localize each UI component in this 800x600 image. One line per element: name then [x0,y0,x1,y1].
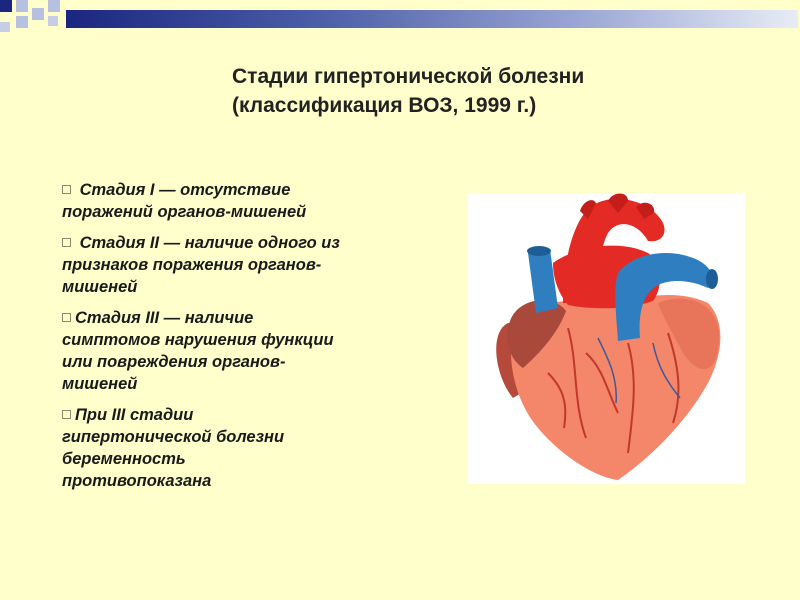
stage-item-4 [62,404,447,492]
bullet-square-icon [62,313,71,322]
stage-2-line-3: мишеней [62,278,138,296]
stage-4-line-2: гипертонической болезни [62,428,285,446]
stage-item-3 [62,307,447,395]
stage-1-line-2: поражений органов-мишеней [62,203,307,221]
stage-4-line-1: При III стадии [75,406,194,424]
stage-3-line-3: или повреждения органов- [62,353,286,371]
bullet-square-icon [62,238,71,247]
stage-3-line-2: симптомов нарушения функции [62,331,334,349]
stage-2-line-1: Стадия II — наличие одного из [75,234,340,252]
stage-4-line-4: противопоказана [62,472,212,490]
corner-decoration [0,0,70,40]
slide-title [232,62,712,120]
title-line-2: (классификация ВОЗ, 1999 г.) [232,94,537,117]
stage-item-2 [62,232,447,298]
stage-list [62,179,447,501]
top-gradient-bar [66,10,798,28]
stage-4-line-3: беременность [62,450,186,468]
bullet-square-icon [62,185,71,194]
stage-3-line-4: мишеней [62,375,138,393]
stage-1-line-1: Стадия I — отсутствие [75,181,291,199]
title-line-1: Стадии гипертонической болезни [232,65,585,88]
bullet-square-icon [62,410,71,419]
heart-icon [468,193,745,484]
stage-2-line-2: признаков поражения органов- [62,256,322,274]
heart-illustration [468,193,745,484]
stage-item-1 [62,179,447,223]
stage-3-line-1: Стадия III — наличие [75,309,254,327]
